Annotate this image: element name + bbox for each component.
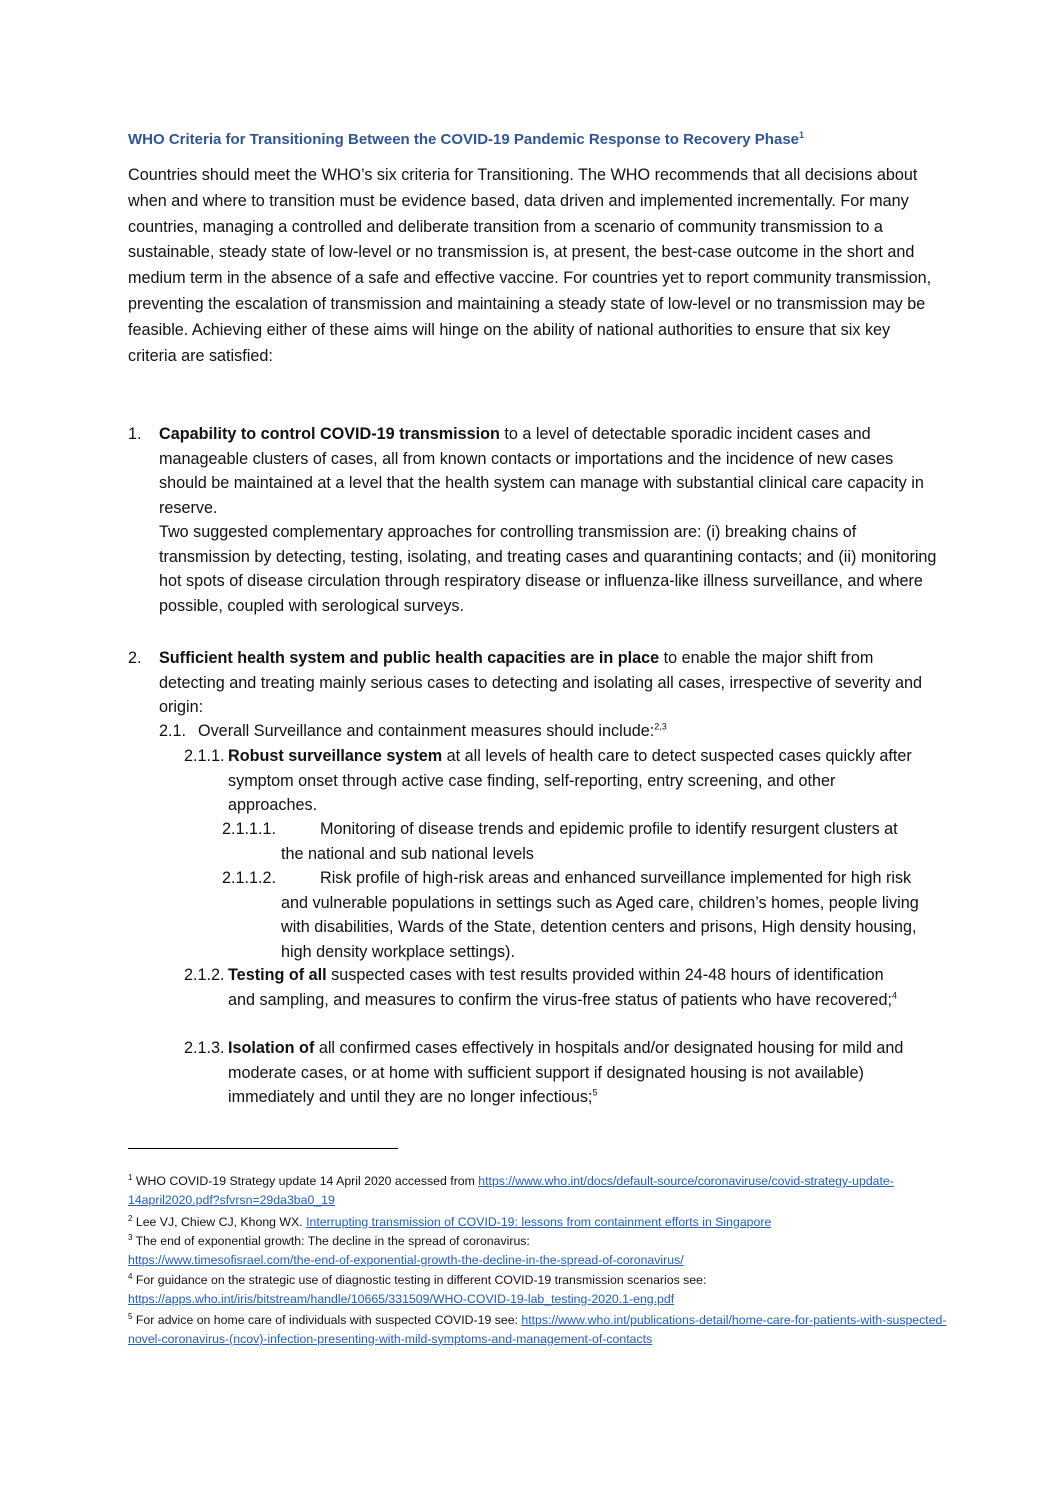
criterion-approaches: Two suggested complementary approaches for controlling transmission are: (i) breaking chains of transmission by detecting, testing, isolating, and treating cases and quarantining contacts; and (ii) monitoring hot spots of disease circulation through respiratory disease or influenza-like illness surveillance, and where possible, coupled with serological surveys.	[159, 523, 937, 615]
footnote-link[interactable]: Interrupting transmission of COVID-19: lessons from containment efforts in Singapore	[306, 1215, 772, 1229]
heading-text: WHO Criteria for Transitioning Between the COVID-19 Pandemic Response to Recovery Phase	[128, 131, 800, 148]
footnote-ref[interactable]: 2,3	[654, 721, 667, 732]
footnote-divider	[128, 1148, 398, 1149]
list-number: 2.1.2.	[184, 966, 225, 984]
list-number: 2.	[128, 649, 142, 667]
list-number: 2.1.	[159, 722, 187, 740]
footnote-text: For guidance on the strategic use of diagnostic testing in different COVID-19 transmission scenarios see:	[132, 1273, 707, 1287]
subsection-title: Testing of all	[228, 966, 327, 984]
footnote-number: 4	[128, 1271, 133, 1281]
footnote-text: The end of exponential growth: The decline in the spread of coronavirus:	[132, 1234, 530, 1248]
list-number: 2.1.1.	[184, 747, 225, 765]
subsection-text: at all levels of health care to detect suspected cases quickly after symptom onset through active case finding, self-reporting, entry screening, and other approaches.	[228, 747, 912, 814]
criterion-description: to a level of detectable sporadic incident cases and manageable clusters of cases, all from known contacts or importations and the incidence of new cases should be maintained at a level that the health system can manage with substantial clinical care capacity in reserve.	[159, 425, 924, 517]
list-number: 2.1.3.	[184, 1039, 225, 1057]
list-number: 2.1.1.2.	[222, 869, 277, 887]
subsection-text: all confirmed cases effectively in hospitals and/or designated housing for mild and moderate cases, or at home with sufficient support if designated housing is not available) immediately and until they are no longer infectious;	[228, 1039, 904, 1106]
subsection-title: Isolation of	[228, 1039, 315, 1057]
footnote-text: Lee VJ, Chiew CJ, Khong WX.	[132, 1215, 307, 1229]
footnote-link[interactable]: https://www.timesofisrael.com/the-end-of-exponential-growth-the-decline-in-the-spread-of-coronavirus/	[128, 1252, 684, 1267]
footnote-ref[interactable]: 5	[592, 1087, 598, 1098]
subsection-text: Overall Surveillance and containment measures should include:	[198, 722, 655, 740]
footnote-ref[interactable]: 4	[892, 990, 898, 1001]
list-number: 2.1.1.1.	[222, 820, 277, 838]
subsection-text: Risk profile of high-risk areas and enhanced surveillance implemented for high risk and vulnerable populations in settings such as Aged care, children’s homes, people living with disabilities, Wards of the State, detention centers and prisons, High density housing, high density workplace settings).	[281, 869, 919, 961]
list-number: 1.	[128, 425, 142, 443]
criterion-text	[159, 422, 938, 520]
footnote-2	[128, 1213, 948, 1232]
footnote-1	[128, 1172, 948, 1209]
criterion-title: Capability to control COVID-19 transmission	[159, 425, 500, 443]
footnote-5	[128, 1311, 948, 1348]
criterion-title: Sufficient health system and public health capacities are in place	[159, 649, 660, 667]
footnote-text: WHO COVID-19 Strategy update 14 April 2020 accessed from	[132, 1174, 479, 1188]
footnote-ref[interactable]: 1	[799, 130, 805, 140]
intro-paragraph: Countries should meet the WHO’s six criteria for Transitioning. The WHO recommends that all decisions about when and where to transition must be evidence based, data driven and implemented incrementally. For many countries, managing a controlled and deliberate transition from a scenario of community transmission to a sustainable, steady state of low-level or no transmission is, at present, the best-case outcome in the short and medium term in the absence of a safe and effective vaccine. For countries yet to report community transmission, preventing the escalation of transmission and maintaining a steady state of low-level or no transmission may be feasible. Achieving either of these aims will hinge on the ability of national authorities to ensure that six key criteria are satisfied:	[128, 166, 932, 365]
footnote-number: 5	[128, 1311, 133, 1321]
footnote-link[interactable]: https://www.who.int/publications-detail/home-care-for-patients-with-suspected-novel-coronavirus-(ncov)-infection-presenting-with-mild-symptoms-and-management-of-contacts	[128, 1313, 947, 1346]
subsection-title: Robust surveillance system	[228, 747, 443, 765]
footnote-4	[128, 1271, 948, 1308]
document-heading	[128, 131, 804, 148]
subsection-text: suspected cases with test results provided within 24-48 hours of identification and sampling, and measures to confirm the virus-free status of patients who have recovered;	[228, 966, 893, 1009]
footnote-number: 3	[128, 1232, 133, 1242]
footnote-link[interactable]: https://www.who.int/docs/default-source/coronaviruse/covid-strategy-update-14april2020.pdf?sfvrsn=29da3ba0_19	[128, 1174, 894, 1207]
criterion-text	[159, 646, 938, 720]
footnote-text: For advice on home care of individuals with suspected COVID-19 see:	[132, 1313, 522, 1327]
subsection-text: Monitoring of disease trends and epidemic profile to identify resurgent clusters at the national and sub national levels	[281, 820, 898, 863]
footnote-number: 1	[128, 1172, 133, 1182]
criterion-description: to enable the major shift from detecting and treating mainly serious cases to detecting and isolating all cases, irrespective of severity and origin:	[159, 649, 923, 716]
footnote-link[interactable]: https://apps.who.int/iris/bitstream/handle/10665/331509/WHO-COVID-19-lab_testing-2020.1-eng.pdf	[128, 1291, 675, 1306]
footnote-3	[128, 1232, 948, 1269]
footnote-number: 2	[128, 1213, 133, 1223]
